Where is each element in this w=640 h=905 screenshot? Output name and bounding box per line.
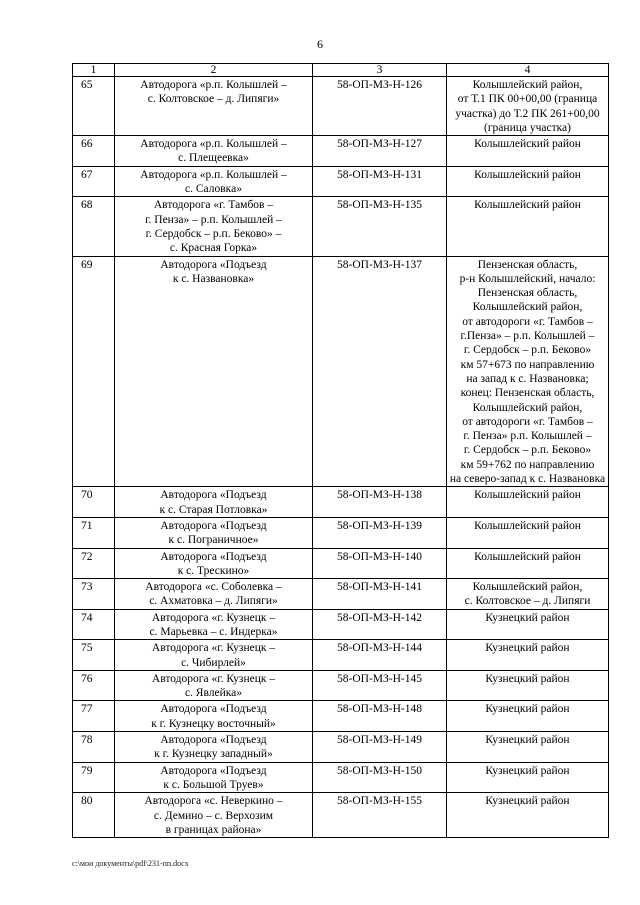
road-code-cell: 58-ОП-МЗ-Н-140 (313, 548, 447, 579)
header-cell-1: 1 (73, 64, 115, 77)
road-name-cell: Автодорога «р.п. Колышлей – с. Плещеевка» (115, 136, 313, 167)
road-code-cell: 58-ОП-МЗ-Н-145 (313, 670, 447, 701)
road-code-cell: 58-ОП-МЗ-Н-126 (313, 77, 447, 136)
row-number-cell: 68 (73, 197, 115, 256)
road-name-cell: Автодорога «р.п. Колышлей – с. Колтовское – д. Липяги» (115, 77, 313, 136)
road-name-cell: Автодорога «г. Кузнецк – с. Марьевка – с. Индерка» (115, 609, 313, 640)
road-location-cell: Кузнецкий район (447, 701, 609, 732)
header-cell-2: 2 (115, 64, 313, 77)
row-number-cell: 67 (73, 166, 115, 197)
table-row (73, 579, 609, 610)
road-name-cell: Автодорога «Подъезд к г. Кузнецку восточный» (115, 701, 313, 732)
road-code-cell: 58-ОП-МЗ-Н-155 (313, 793, 447, 838)
table-row (73, 517, 609, 548)
table-row (73, 609, 609, 640)
row-number-cell: 66 (73, 136, 115, 167)
road-location-cell: Колышлейский район (447, 166, 609, 197)
road-name-cell: Автодорога «р.п. Колышлей – с. Саловка» (115, 166, 313, 197)
table-row (73, 487, 609, 518)
row-number-cell: 80 (73, 793, 115, 838)
road-name-cell: Автодорога «Подъезд к с. Трескино» (115, 548, 313, 579)
road-code-cell: 58-ОП-МЗ-Н-149 (313, 732, 447, 763)
header-cell-4: 4 (447, 64, 609, 77)
row-number-cell: 69 (73, 256, 115, 487)
table-row (73, 793, 609, 838)
road-code-cell: 58-ОП-МЗ-Н-137 (313, 256, 447, 487)
road-code-cell: 58-ОП-МЗ-Н-150 (313, 762, 447, 793)
table-row (73, 77, 609, 136)
row-number-cell: 65 (73, 77, 115, 136)
table-row (73, 136, 609, 167)
header-cell-3: 3 (313, 64, 447, 77)
file-path-footer: c:\мои документы\pdf\231-пп.docx (72, 859, 189, 868)
table-row (73, 670, 609, 701)
table-row (73, 640, 609, 671)
road-location-cell: Колышлейский район (447, 197, 609, 256)
row-number-cell: 72 (73, 548, 115, 579)
road-location-cell: Пензенская область, р-н Колышлейский, начало: Пензенская область, Колышлейский район, от автодороги «г. Тамбов – г.Пенза» – р.п. Колышлей – г. Сердобск – р.п. Беково» км 57+673 по направлению на запад к с. Названовка; конец: Пензенская область, Колышлейский район, от автодороги «г. Тамбов – г. Пенза» р.п. Колышлей – г. Сердобск – р.п. Беково» км 59+762 по направлению на северо-запад к с. Названовка (447, 256, 609, 487)
road-code-cell: 58-ОП-МЗ-Н-135 (313, 197, 447, 256)
road-code-cell: 58-ОП-МЗ-Н-138 (313, 487, 447, 518)
road-code-cell: 58-ОП-МЗ-Н-131 (313, 166, 447, 197)
table-row (73, 762, 609, 793)
table-row (73, 732, 609, 763)
table-row (73, 548, 609, 579)
road-code-cell: 58-ОП-МЗ-Н-142 (313, 609, 447, 640)
road-name-cell: Автодорога «Подъезд к с. Большой Труев» (115, 762, 313, 793)
row-number-cell: 78 (73, 732, 115, 763)
road-name-cell: Автодорога «Подъезд к с. Названовка» (115, 256, 313, 487)
road-location-cell: Кузнецкий район (447, 793, 609, 838)
road-code-cell: 58-ОП-МЗ-Н-148 (313, 701, 447, 732)
row-number-cell: 71 (73, 517, 115, 548)
road-location-cell: Кузнецкий район (447, 609, 609, 640)
row-number-cell: 73 (73, 579, 115, 610)
road-code-cell: 58-ОП-МЗ-Н-141 (313, 579, 447, 610)
road-name-cell: Автодорога «г. Кузнецк – с. Чибирлей» (115, 640, 313, 671)
road-name-cell: Автодорога «г. Тамбов – г. Пенза» – р.п. Колышлей – г. Сердобск – р.п. Беково» – с. Красная Горка» (115, 197, 313, 256)
road-location-cell: Кузнецкий район (447, 670, 609, 701)
table-row (73, 256, 609, 487)
page-number: 6 (317, 37, 323, 51)
road-location-cell: Кузнецкий район (447, 762, 609, 793)
road-name-cell: Автодорога «Подъезд к с. Старая Потловка» (115, 487, 313, 518)
road-location-cell: Колышлейский район (447, 548, 609, 579)
road-name-cell: Автодорога «с. Соболевка – с. Ахматовка – д. Липяги» (115, 579, 313, 610)
road-location-cell: Колышлейский район, с. Колтовское – д. Липяги (447, 579, 609, 610)
road-name-cell: Автодорога «с. Неверкино – с. Демино – с. Верхозим в границах района» (115, 793, 313, 838)
row-number-cell: 76 (73, 670, 115, 701)
table-row (73, 166, 609, 197)
road-name-cell: Автодорога «Подъезд к г. Кузнецку западный» (115, 732, 313, 763)
table-row (73, 701, 609, 732)
table-header-row (73, 64, 609, 77)
road-location-cell: Колышлейский район (447, 487, 609, 518)
road-location-cell: Кузнецкий район (447, 732, 609, 763)
road-location-cell: Кузнецкий район (447, 640, 609, 671)
road-location-cell: Колышлейский район (447, 136, 609, 167)
road-code-cell: 58-ОП-МЗ-Н-139 (313, 517, 447, 548)
road-name-cell: Автодорога «Подъезд к с. Пограничное» (115, 517, 313, 548)
row-number-cell: 77 (73, 701, 115, 732)
road-location-cell: Колышлейский район, от Т.1 ПК 00+00,00 (граница участка) до Т.2 ПК 261+00,00 (граница участка) (447, 77, 609, 136)
road-location-cell: Колышлейский район (447, 517, 609, 548)
table-row (73, 197, 609, 256)
row-number-cell: 79 (73, 762, 115, 793)
roads-table-body (73, 64, 609, 838)
roads-table (72, 63, 609, 838)
row-number-cell: 75 (73, 640, 115, 671)
row-number-cell: 70 (73, 487, 115, 518)
road-name-cell: Автодорога «г. Кузнецк – с. Явлейка» (115, 670, 313, 701)
road-code-cell: 58-ОП-МЗ-Н-127 (313, 136, 447, 167)
road-code-cell: 58-ОП-МЗ-Н-144 (313, 640, 447, 671)
row-number-cell: 74 (73, 609, 115, 640)
